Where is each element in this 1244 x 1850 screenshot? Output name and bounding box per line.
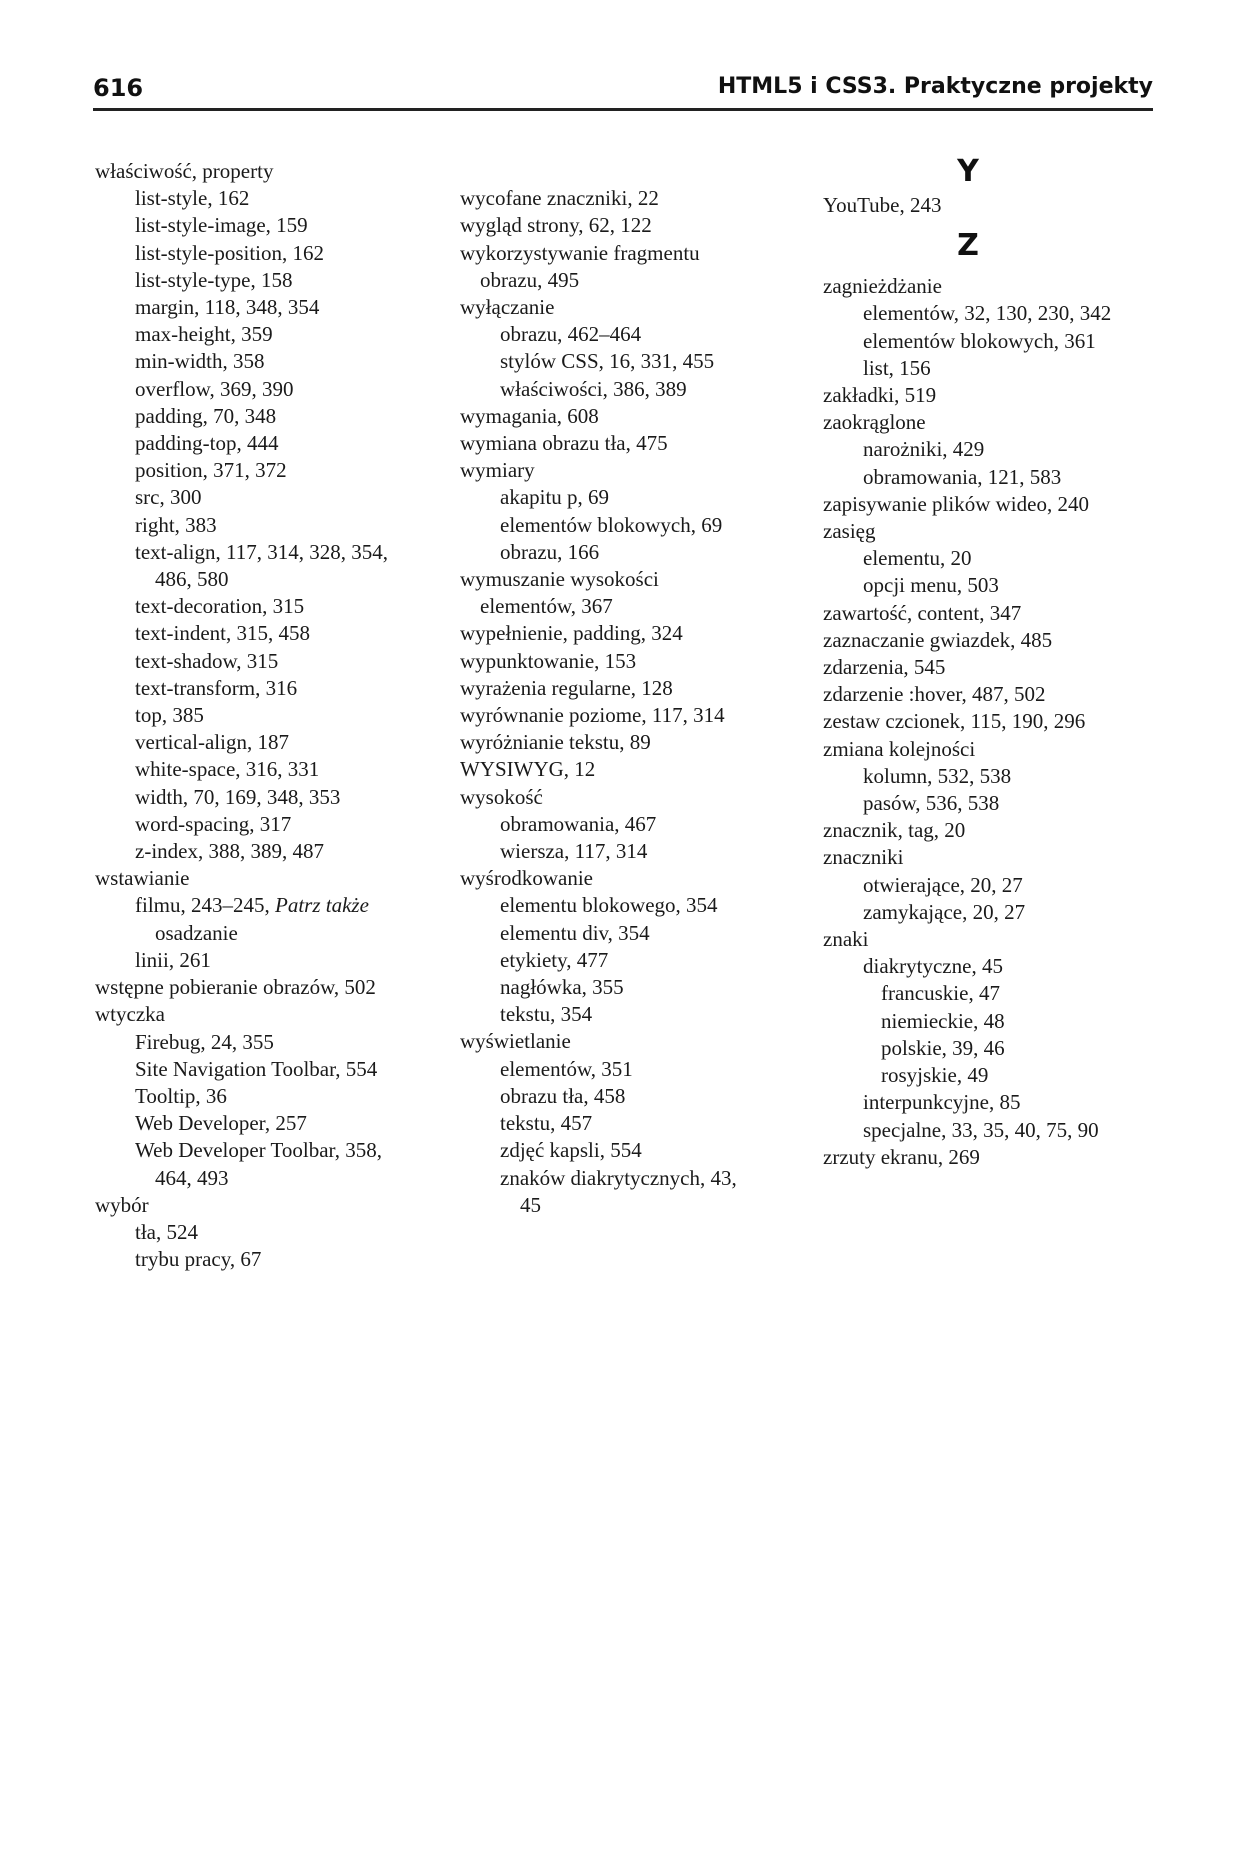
section-letter: Y bbox=[957, 154, 979, 189]
entry-text: wykorzystywanie fragmentu bbox=[460, 240, 700, 265]
entry-text: list-style-image, 159 bbox=[135, 213, 308, 238]
index-subentry bbox=[460, 321, 815, 348]
index-entry bbox=[823, 654, 1153, 681]
entry-text: zaokrąglone bbox=[823, 410, 926, 435]
entry-text: padding-top, 444 bbox=[135, 431, 279, 456]
entry-text: text-align, 117, 314, 328, 354, bbox=[135, 539, 388, 564]
entry-text: z-index, 388, 389, 487 bbox=[135, 839, 324, 864]
index-entry bbox=[823, 1144, 1153, 1171]
entry-text: text-shadow, 315 bbox=[135, 648, 279, 673]
entry-text: polskie, 39, 46 bbox=[881, 1035, 1005, 1060]
index-entry bbox=[460, 620, 815, 647]
index-subentry bbox=[460, 1001, 815, 1028]
index-subentry bbox=[823, 1062, 1153, 1089]
entry-text: niemieckie, 48 bbox=[881, 1008, 1005, 1033]
index-subentry bbox=[460, 1192, 815, 1219]
index-entry bbox=[95, 158, 455, 185]
index-entry bbox=[460, 457, 815, 484]
index-subentry bbox=[460, 838, 815, 865]
entry-text: src, 300 bbox=[135, 485, 202, 510]
entry-text: elementów blokowych, 69 bbox=[500, 512, 723, 537]
index-entry bbox=[460, 784, 815, 811]
entry-text: wycofane znaczniki, 22 bbox=[460, 186, 659, 211]
index-subentry bbox=[460, 539, 815, 566]
index-subentry bbox=[823, 355, 1153, 382]
entry-text: właściwość, property bbox=[95, 159, 274, 183]
index-subentry bbox=[460, 974, 815, 1001]
index-entry bbox=[95, 974, 455, 1001]
index-subentry bbox=[460, 267, 815, 294]
index-column-1 bbox=[95, 158, 455, 1273]
index-subentry bbox=[460, 1083, 815, 1110]
index-subentry bbox=[823, 1089, 1153, 1116]
entry-text: etykiety, 477 bbox=[500, 947, 609, 972]
index-subentry bbox=[95, 1056, 455, 1083]
index-entry bbox=[95, 1001, 455, 1028]
entry-text: word-spacing, 317 bbox=[135, 811, 292, 836]
entry-text: linii, 261 bbox=[135, 947, 211, 972]
entry-text: zestaw czcionek, 115, 190, 296 bbox=[823, 709, 1086, 734]
index-subentry bbox=[823, 464, 1153, 491]
index-entry bbox=[460, 430, 815, 457]
index-subentry bbox=[460, 892, 815, 919]
index-subentry bbox=[95, 566, 455, 593]
entry-text: interpunkcyjne, 85 bbox=[863, 1090, 1021, 1115]
entry-text: wyrównanie poziome, 117, 314 bbox=[460, 703, 725, 728]
index-entry bbox=[823, 409, 1153, 436]
header-rule bbox=[93, 108, 1153, 111]
entry-text: zmiana kolejności bbox=[823, 736, 976, 761]
index-subentry bbox=[460, 1056, 815, 1083]
index-subentry bbox=[823, 436, 1153, 463]
entry-text: wstępne pobieranie obrazów, 502 bbox=[95, 975, 376, 1000]
entry-text: obramowania, 467 bbox=[500, 811, 657, 836]
entry-text: 45 bbox=[520, 1192, 541, 1217]
entry-text: wyłączanie bbox=[460, 295, 555, 319]
index-entry bbox=[823, 926, 1153, 953]
entry-text: WYSIWYG, 12 bbox=[460, 757, 596, 782]
index-subentry bbox=[95, 756, 455, 783]
entry-text: obramowania, 121, 583 bbox=[863, 464, 1062, 489]
entry-text: właściwości, 386, 389 bbox=[500, 376, 687, 401]
entry-text: znaków diakrytycznych, 43, bbox=[500, 1165, 737, 1190]
spacer bbox=[460, 158, 815, 185]
entry-text: francuskie, 47 bbox=[881, 981, 1000, 1006]
index-subentry bbox=[823, 953, 1153, 980]
entry-text: wtyczka bbox=[95, 1002, 165, 1027]
index-entry bbox=[460, 729, 815, 756]
index-entry bbox=[460, 756, 815, 783]
entry-text: nagłówka, 355 bbox=[500, 975, 624, 1000]
entry-text: obrazu, 495 bbox=[480, 267, 580, 292]
entry-text: wymiary bbox=[460, 458, 535, 483]
index-subentry bbox=[460, 811, 815, 838]
entry-text: elementu blokowego, 354 bbox=[500, 893, 718, 918]
index-subentry bbox=[823, 763, 1153, 790]
entry-text: YouTube, 243 bbox=[823, 193, 942, 217]
entry-text: wymuszanie wysokości bbox=[460, 567, 659, 592]
entry-text: pasów, 536, 538 bbox=[863, 791, 1000, 816]
index-entry bbox=[95, 1192, 455, 1219]
index-subentry bbox=[95, 376, 455, 403]
index-subentry bbox=[95, 403, 455, 430]
index-entry bbox=[823, 192, 1153, 219]
entry-text: elementu div, 354 bbox=[500, 920, 650, 945]
index-subentry bbox=[95, 539, 455, 566]
index-subentry bbox=[460, 348, 815, 375]
entry-text: trybu pracy, 67 bbox=[135, 1247, 262, 1272]
index-entry bbox=[823, 491, 1153, 518]
entry-text: filmu, 243–245, bbox=[135, 893, 275, 918]
index-entry bbox=[823, 382, 1153, 409]
index-subentry bbox=[95, 1246, 455, 1273]
index-entry bbox=[823, 518, 1153, 545]
running-title: HTML5 i CSS3. Praktyczne projekty bbox=[717, 74, 1153, 99]
index-entry bbox=[95, 865, 455, 892]
index-entry bbox=[460, 648, 815, 675]
entry-text: Site Navigation Toolbar, 554 bbox=[135, 1056, 378, 1081]
entry-text: wypunktowanie, 153 bbox=[460, 648, 637, 673]
entry-text: wygląd strony, 62, 122 bbox=[460, 213, 652, 238]
entry-text: specjalne, 33, 35, 40, 75, 90 bbox=[863, 1117, 1099, 1142]
entry-text: obrazu tła, 458 bbox=[500, 1083, 626, 1108]
index-entry bbox=[823, 844, 1153, 871]
index-subentry bbox=[95, 185, 455, 212]
index-subentry bbox=[95, 892, 455, 919]
entry-text: max-height, 359 bbox=[135, 322, 273, 347]
entry-text: overflow, 369, 390 bbox=[135, 376, 294, 401]
entry-text: opcji menu, 503 bbox=[863, 573, 999, 598]
index-subentry bbox=[460, 947, 815, 974]
entry-text: Tooltip, 36 bbox=[135, 1083, 227, 1108]
index-subentry bbox=[95, 729, 455, 756]
entry-text: width, 70, 169, 348, 353 bbox=[135, 784, 341, 809]
index-subentry bbox=[823, 300, 1153, 327]
entry-text: stylów CSS, 16, 331, 455 bbox=[500, 349, 715, 374]
index-subentry bbox=[823, 980, 1153, 1007]
index-subentry bbox=[95, 1137, 455, 1164]
entry-text: Web Developer Toolbar, 358, bbox=[135, 1138, 382, 1163]
entry-text: otwierające, 20, 27 bbox=[863, 872, 1023, 897]
index-subentry bbox=[823, 1035, 1153, 1062]
entry-text: wybór bbox=[95, 1192, 149, 1217]
index-subentry bbox=[95, 784, 455, 811]
entry-text: list-style, 162 bbox=[135, 186, 250, 211]
entry-text: elementów, 351 bbox=[500, 1056, 633, 1081]
index-subentry bbox=[460, 1165, 815, 1192]
index-subentry bbox=[95, 1110, 455, 1137]
index-subentry bbox=[95, 620, 455, 647]
index-subentry bbox=[95, 1029, 455, 1056]
entry-text: min-width, 358 bbox=[135, 349, 265, 374]
index-subentry bbox=[95, 457, 455, 484]
entry-text: rosyjskie, 49 bbox=[881, 1063, 989, 1088]
index-entry bbox=[823, 708, 1153, 735]
entry-text: wyświetlanie bbox=[460, 1029, 571, 1054]
index-subentry bbox=[460, 1137, 815, 1164]
entry-text: wyróżnianie tekstu, 89 bbox=[460, 730, 651, 755]
index-subentry bbox=[95, 1219, 455, 1246]
index-subentry bbox=[823, 572, 1153, 599]
entry-text: vertical-align, 187 bbox=[135, 730, 289, 755]
entry-text: top, 385 bbox=[135, 703, 204, 728]
index-subentry bbox=[95, 648, 455, 675]
entry-text: zaznaczanie gwiazdek, 485 bbox=[823, 627, 1053, 652]
index-entry bbox=[460, 403, 815, 430]
entry-text: wymiana obrazu tła, 475 bbox=[460, 431, 668, 456]
entry-text: elementu, 20 bbox=[863, 546, 972, 571]
entry-text: kolumn, 532, 538 bbox=[863, 763, 1012, 788]
index-entry bbox=[460, 566, 815, 593]
entry-text: wiersza, 117, 314 bbox=[500, 839, 648, 864]
entry-text: 464, 493 bbox=[155, 1165, 229, 1190]
entry-text: position, 371, 372 bbox=[135, 458, 287, 483]
entry-text: zakładki, 519 bbox=[823, 383, 937, 408]
index-subentry bbox=[95, 512, 455, 539]
index-subentry bbox=[823, 790, 1153, 817]
entry-text: tekstu, 457 bbox=[500, 1111, 593, 1136]
entry-text: elementów blokowych, 361 bbox=[863, 328, 1096, 353]
index-subentry bbox=[95, 267, 455, 294]
entry-text: 486, 580 bbox=[155, 567, 229, 592]
index-entry bbox=[823, 273, 1153, 300]
index-subentry bbox=[95, 920, 455, 947]
entry-text: wyśrodkowanie bbox=[460, 866, 593, 891]
entry-text: osadzanie bbox=[155, 920, 238, 945]
index-subentry bbox=[95, 484, 455, 511]
index-subentry bbox=[460, 512, 815, 539]
entry-text: zdarzenie :hover, 487, 502 bbox=[823, 682, 1046, 707]
entry-text: obrazu, 462–464 bbox=[500, 322, 642, 347]
index-column-2 bbox=[460, 158, 815, 1219]
index-subentry bbox=[95, 702, 455, 729]
entry-text: margin, 118, 348, 354 bbox=[135, 295, 320, 320]
entry-text: Firebug, 24, 355 bbox=[135, 1029, 274, 1054]
index-entry bbox=[823, 817, 1153, 844]
entry-text: wyrażenia regularne, 128 bbox=[460, 675, 673, 700]
entry-text: right, 383 bbox=[135, 512, 217, 537]
cross-reference: Patrz także bbox=[275, 893, 369, 918]
entry-text: zapisywanie plików wideo, 240 bbox=[823, 491, 1089, 516]
index-entry bbox=[823, 681, 1153, 708]
entry-text: wstawianie bbox=[95, 866, 190, 891]
index-subentry bbox=[95, 430, 455, 457]
page-number: 616 bbox=[93, 74, 144, 102]
entry-text: zdjęć kapsli, 554 bbox=[500, 1138, 642, 1163]
index-entry bbox=[460, 1028, 815, 1055]
entry-text: list-style-type, 158 bbox=[135, 267, 293, 292]
index-subentry bbox=[460, 593, 815, 620]
index-subentry bbox=[460, 1110, 815, 1137]
entry-text: elementów, 367 bbox=[480, 594, 613, 619]
entry-text: wypełnienie, padding, 324 bbox=[460, 621, 683, 646]
index-entry bbox=[460, 212, 815, 239]
index-subentry bbox=[823, 1008, 1153, 1035]
index-entry bbox=[460, 240, 815, 267]
entry-text: white-space, 316, 331 bbox=[135, 757, 320, 782]
entry-text: znacznik, tag, 20 bbox=[823, 818, 966, 843]
index-entry bbox=[823, 600, 1153, 627]
index-entry bbox=[460, 702, 815, 729]
index-subentry bbox=[460, 484, 815, 511]
entry-text: wymagania, 608 bbox=[460, 403, 599, 428]
index-subentry bbox=[95, 1083, 455, 1110]
index-subentry bbox=[460, 376, 815, 403]
index-subentry bbox=[823, 328, 1153, 355]
index-subentry bbox=[95, 348, 455, 375]
index-subentry bbox=[823, 872, 1153, 899]
entry-text: zamykające, 20, 27 bbox=[863, 899, 1026, 924]
index-subentry bbox=[95, 838, 455, 865]
index-entry bbox=[460, 675, 815, 702]
index-subentry bbox=[95, 240, 455, 267]
index-subentry bbox=[95, 1165, 455, 1192]
entry-text: narożniki, 429 bbox=[863, 437, 985, 462]
index-subentry bbox=[95, 811, 455, 838]
entry-text: tekstu, 354 bbox=[500, 1002, 593, 1027]
section-letter: Z bbox=[957, 228, 979, 264]
index-subentry bbox=[823, 545, 1153, 572]
index-subentry bbox=[95, 212, 455, 239]
entry-text: elementów, 32, 130, 230, 342 bbox=[863, 301, 1112, 326]
entry-text: akapitu p, 69 bbox=[500, 485, 610, 510]
index-subentry bbox=[823, 899, 1153, 926]
entry-text: zagnieżdżanie bbox=[823, 274, 942, 299]
index-subentry bbox=[95, 321, 455, 348]
entry-text: padding, 70, 348 bbox=[135, 403, 277, 428]
index-column-3 bbox=[823, 154, 1153, 1171]
entry-text: text-transform, 316 bbox=[135, 675, 298, 700]
entry-text: zdarzenia, 545 bbox=[823, 655, 946, 680]
entry-text: list-style-position, 162 bbox=[135, 240, 324, 265]
entry-text: tła, 524 bbox=[135, 1219, 198, 1244]
index-subentry bbox=[95, 294, 455, 321]
entry-text: zrzuty ekranu, 269 bbox=[823, 1144, 980, 1169]
index-entry bbox=[460, 865, 815, 892]
entry-text: text-indent, 315, 458 bbox=[135, 621, 310, 646]
entry-text: znaki bbox=[823, 927, 869, 952]
entry-text: obrazu, 166 bbox=[500, 539, 600, 564]
entry-text: zawartość, content, 347 bbox=[823, 600, 1022, 625]
index-subentry bbox=[95, 675, 455, 702]
index-subentry bbox=[95, 947, 455, 974]
index-subentry bbox=[460, 920, 815, 947]
index-entry bbox=[460, 294, 815, 321]
index-entry bbox=[823, 736, 1153, 763]
entry-text: znaczniki bbox=[823, 845, 904, 870]
index-subentry bbox=[823, 1117, 1153, 1144]
entry-text: list, 156 bbox=[863, 355, 931, 380]
index-entry bbox=[823, 627, 1153, 654]
entry-text: Web Developer, 257 bbox=[135, 1111, 307, 1136]
entry-text: wysokość bbox=[460, 784, 543, 809]
entry-text: zasięg bbox=[823, 519, 876, 544]
entry-text: diakrytyczne, 45 bbox=[863, 954, 1003, 979]
entry-text: text-decoration, 315 bbox=[135, 594, 305, 619]
index-entry bbox=[460, 185, 815, 212]
index-subentry bbox=[95, 593, 455, 620]
